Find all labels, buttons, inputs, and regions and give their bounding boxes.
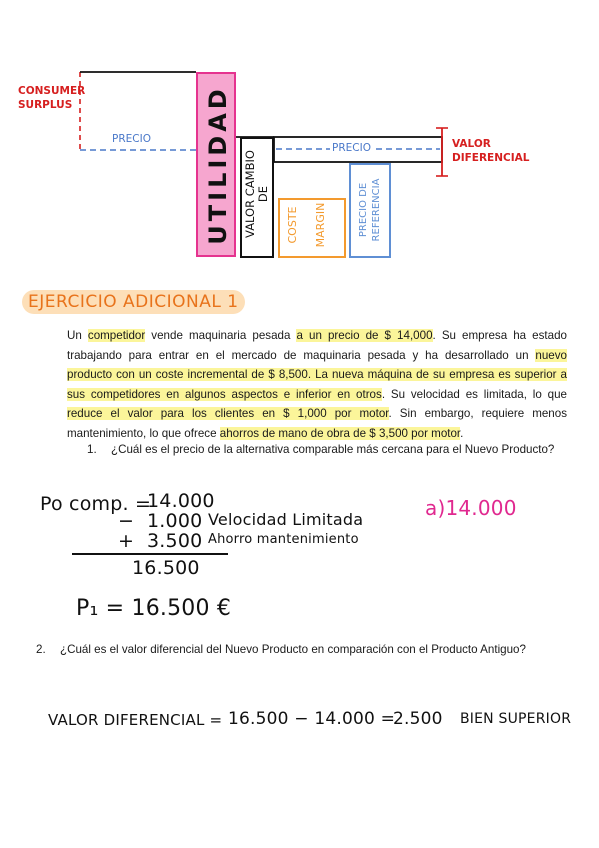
value-diagram (0, 0, 599, 270)
question-1-number: 1. (87, 443, 97, 456)
valor-cambio-label: VALOR CAMBIO DE (243, 150, 270, 238)
question-2-number: 2. (36, 643, 46, 656)
answer-a: a)14.000 (425, 496, 517, 520)
sum-line (72, 553, 228, 555)
highlight-competidor: competidor (87, 329, 146, 342)
valor-diferencial-calc: 16.500 − 14.000 = (228, 709, 396, 729)
coste-label: COSTE (286, 206, 299, 244)
consumer-surplus-label: CONSUMER SURPLUS (18, 85, 86, 111)
precio-referencia-label: PRECIO DE REFERENCIA (358, 178, 382, 242)
calc-line-3-note: Ahorro mantenimiento (208, 532, 359, 547)
question-1 (87, 440, 577, 459)
question-2-text: ¿Cuál es el valor diferencial del Nuevo Producto en comparación con el Producto Antiguo? (60, 643, 526, 656)
utilidad-label: UTILIDAD (204, 85, 232, 245)
highlight-precio: a un precio de $ 14,000 (296, 329, 433, 342)
valor-diferencial-result: 2.500 (393, 709, 443, 729)
po-comp-label: Po comp. = (40, 493, 152, 515)
question-1-text: ¿Cuál es el precio de la alternativa comparable más cercana para el Nuevo Producto? (111, 443, 555, 456)
bien-superior-note: BIEN SUPERIOR (460, 711, 572, 727)
highlight-ahorros: ahorros de mano de obra de $ 3,500 por motor (219, 426, 461, 440)
valor-diferencial-equation-label: VALOR DIFERENCIAL = (48, 711, 223, 729)
coste-margin-box (278, 198, 346, 258)
problem-paragraph: Un competidor vende maquinaria pesada a un precio de $ 14,000. Su empresa ha estado trabajando para entrar en el mercado de maquinaria pesada y ha desarrollado un nuevo producto con un coste incremental de $ 8,500. La nueva máquina de su empresa es superior a sus competidores en algunos aspectos e inferior en otros. Su velocidad es limitada, lo que reduce el valor para los clientes en $ 1,000 por motor. Sin embargo, requiere menos mantenimiento, lo que ofrece ahorros de mano de obra de $ 3,500 por motor. (67, 329, 568, 440)
calc-result: 16.500 (132, 557, 200, 579)
calc-line-2-sign: − (118, 510, 135, 532)
precio-left-label: PRECIO (112, 133, 151, 145)
valor-diferencial-label: VALOR DIFERENCIAL (452, 138, 530, 164)
precio-right-label: PRECIO (332, 142, 371, 154)
calc-line-2-value: 1.000 (147, 510, 203, 532)
exercise-heading: EJERCICIO ADICIONAL 1 (22, 290, 245, 314)
highlight-nuevo-producto: nuevo producto con un coste incremental de $ 8,500. La nueva máquina de su empresa es superior a sus competidores en algunos aspectos e inferior en otros (67, 348, 567, 401)
question-2 (36, 640, 568, 659)
highlight-reduce-valor: reduce el valor para los clientes en $ 1,000 por motor (67, 407, 389, 420)
utilidad-bar (196, 72, 236, 257)
calc-line-2-note: Velocidad Limitada (208, 510, 364, 529)
calc-line-3-sign: + (118, 530, 135, 552)
valor-cambio-box (240, 137, 274, 258)
calc-line-1: 14.000 (147, 490, 215, 512)
precio-referencia-box (349, 163, 391, 258)
p1-result: P₁ = 16.500 € (76, 596, 232, 621)
calc-line-3-value: 3.500 (147, 530, 203, 552)
margin-label: MARGIN (314, 202, 327, 248)
